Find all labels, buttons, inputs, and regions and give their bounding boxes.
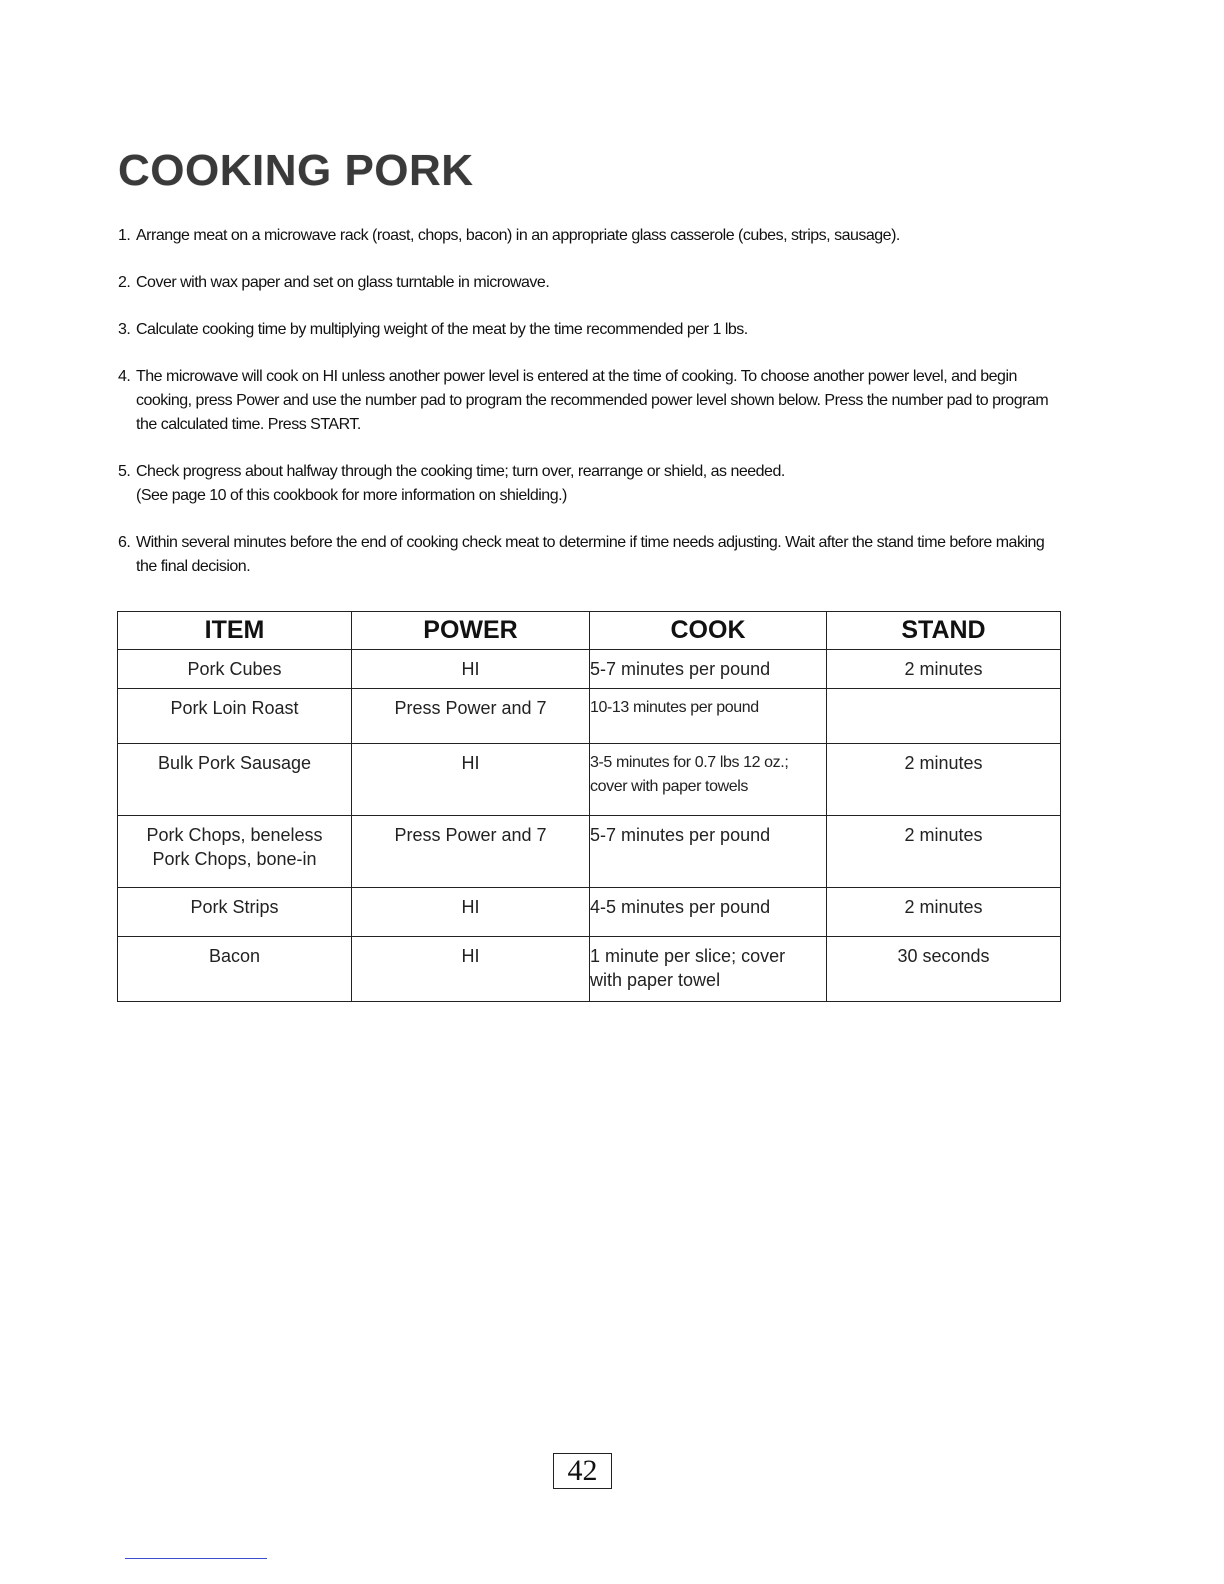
- step-text: [136, 365, 1063, 437]
- header-power: POWER: [352, 612, 590, 650]
- step-number: 4.: [118, 368, 131, 385]
- table-row: [118, 816, 1061, 888]
- step-number: 2.: [118, 274, 131, 291]
- step-text: [136, 318, 1063, 342]
- page-number: 42: [553, 1453, 612, 1489]
- cell-power: HI: [352, 937, 590, 1002]
- instruction-step: [118, 365, 1063, 437]
- step-line: Arrange meat on a microwave rack (roast, chops, bacon) in an appropriate glass casserole (cubes, strips, sausage).: [136, 227, 900, 244]
- step-text: [136, 531, 1063, 579]
- cell-power: HI: [352, 888, 590, 937]
- table-row: [118, 937, 1061, 1002]
- step-number: 5.: [118, 463, 131, 480]
- page-title: COOKING PORK: [118, 146, 474, 195]
- cell-cook: 3-5 minutes for 0.7 lbs 12 oz.; cover with paper towels: [590, 744, 827, 816]
- table-row: [118, 888, 1061, 937]
- step-text: [136, 271, 1063, 295]
- cell-stand: 2 minutes: [827, 650, 1061, 689]
- table-row: [118, 744, 1061, 816]
- instruction-step: [118, 531, 1063, 579]
- cell-power: HI: [352, 744, 590, 816]
- cell-cook: 5-7 minutes per pound: [590, 650, 827, 689]
- table-row: [118, 689, 1061, 744]
- step-line: The microwave will cook on HI unless another power level is entered at the time of cooking. To choose another power level, and begin cooking, press Power and use the number pad to program the recommended power level shown below. Press the number pad to program the calculated time. Press START.: [136, 368, 1049, 433]
- instruction-step: [118, 460, 1063, 508]
- step-line: Cover with wax paper and set on glass turntable in microwave.: [136, 274, 550, 291]
- table-row: [118, 650, 1061, 689]
- cell-cook: 4-5 minutes per pound: [590, 888, 827, 937]
- instruction-step: [118, 224, 1063, 248]
- step-number: 3.: [118, 321, 131, 338]
- header-cook: COOK: [590, 612, 827, 650]
- header-item: ITEM: [118, 612, 352, 650]
- step-line: (See page 10 of this cookbook for more information on shielding.): [136, 487, 567, 504]
- cell-stand: 2 minutes: [827, 888, 1061, 937]
- cell-item: Pork Strips: [118, 888, 352, 937]
- cell-stand: 2 minutes: [827, 744, 1061, 816]
- step-text: [136, 224, 1063, 248]
- instruction-list: [118, 224, 1063, 602]
- cell-item: Pork Cubes: [118, 650, 352, 689]
- cell-cook: 5-7 minutes per pound: [590, 816, 827, 888]
- cell-item: Pork Loin Roast: [118, 689, 352, 744]
- cell-stand: 30 seconds: [827, 937, 1061, 1002]
- cell-power: Press Power and 7: [352, 689, 590, 744]
- instruction-step: [118, 318, 1063, 342]
- cell-item: Bulk Pork Sausage: [118, 744, 352, 816]
- cell-cook: 10-13 minutes per pound: [590, 689, 827, 744]
- table-header-row: [118, 612, 1061, 650]
- cell-item: Bacon: [118, 937, 352, 1002]
- footer-rule: [125, 1558, 267, 1559]
- step-text: [136, 460, 1063, 508]
- cell-stand: 2 minutes: [827, 816, 1061, 888]
- step-line: Calculate cooking time by multiplying weight of the meat by the time recommended per 1 lbs.: [136, 321, 748, 338]
- step-number: 6.: [118, 534, 131, 551]
- step-line: Within several minutes before the end of cooking check meat to determine if time needs adjusting. Wait after the stand time before making the final decision.: [136, 534, 1045, 575]
- cooking-table: [117, 611, 1061, 1002]
- cell-stand: [827, 689, 1061, 744]
- cell-power: HI: [352, 650, 590, 689]
- cell-power: Press Power and 7: [352, 816, 590, 888]
- instruction-step: [118, 271, 1063, 295]
- cell-cook: 1 minute per slice; cover with paper towel: [590, 937, 827, 1002]
- step-line: Check progress about halfway through the cooking time; turn over, rearrange or shield, as needed.: [136, 463, 785, 480]
- header-stand: STAND: [827, 612, 1061, 650]
- step-number: 1.: [118, 227, 131, 244]
- cell-item: Pork Chops, beneless Pork Chops, bone-in: [118, 816, 352, 888]
